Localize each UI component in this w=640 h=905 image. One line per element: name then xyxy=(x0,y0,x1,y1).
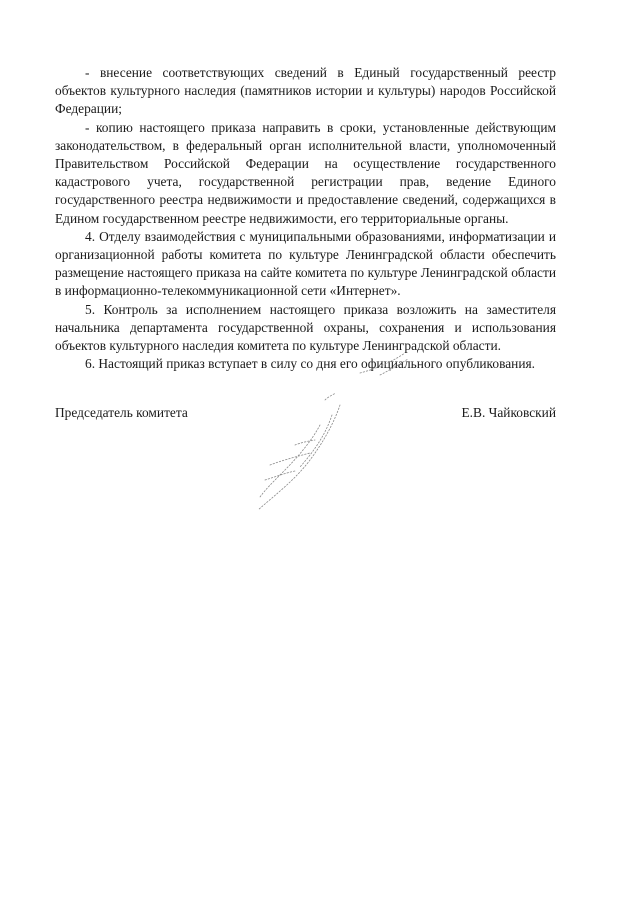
paragraph-item-6: 6. Настоящий приказ вступает в силу со дня его официального опубликования. xyxy=(85,356,535,372)
signatory-position: Председатель комитета xyxy=(55,405,188,420)
paragraph-item-5: 5. Контроль за исполнением настоящего приказа возложить на заместителя начальника департамента государственной охраны, сохранения и использования объектов культурного наследия комитета по культуре Ленинградской области. xyxy=(55,301,556,354)
paragraph-copy-order: - копию настоящего приказа направить в сроки, установленные действующим законодательством, в федеральный орган исполнительной власти, уполномоченный Правительством Российской Федерации на осуществление государственного кадастрового учета, государственной регистрации прав, ведение Единого государственного реестра недвижимости и предоставление сведений, содержащихся в Едином государственном реестре недвижимости, его территориальные органы. xyxy=(55,119,556,226)
handwritten-signature xyxy=(240,345,430,520)
paragraph-item-4: 4. Отделу взаимодействия с муниципальными образованиями, информатизации и организационной работы комитета по культуре Ленинградской области обеспечить размещение настоящего приказа на сайте комитета по культуре Ленинградской области в информационно-телекоммуникационной сети «Интернет». xyxy=(55,228,556,299)
paragraph-registry-entry: - внесение соответствующих сведений в Единый государственный реестр объектов культурного наследия (памятников истории и культуры) народов Российской Федерации; xyxy=(55,65,556,117)
document-body xyxy=(55,64,556,373)
signatory-name: Е.В. Чайковский xyxy=(461,405,556,420)
